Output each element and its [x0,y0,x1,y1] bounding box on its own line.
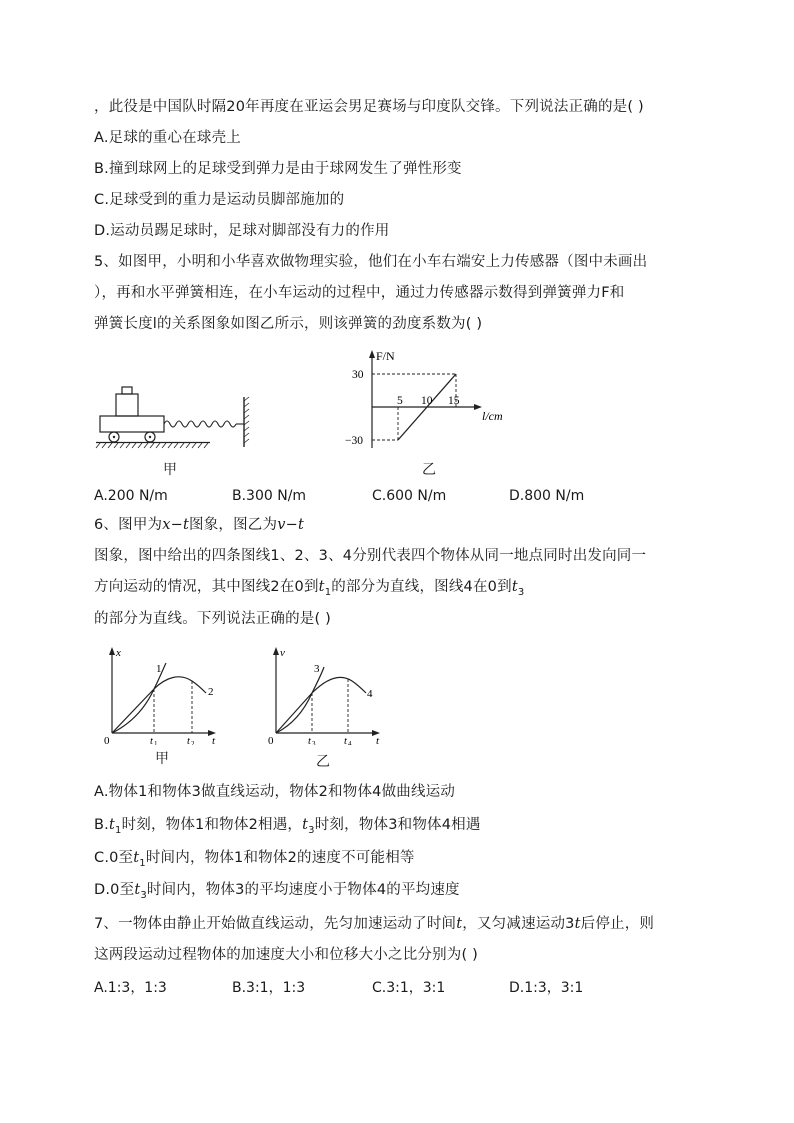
q5-stem-line1: 5、如图甲，小明和小华喜欢做物理实验，他们在小车右端安上力传感器（图中未画出 [94,254,648,270]
cart-spring-figure [94,385,254,455]
curve-1-label: 1 [156,663,162,675]
v-t-graph [262,645,392,745]
q7-option-d: D.1:3，3:1 [509,980,584,996]
svg-text:t: t [212,735,216,745]
svg-text:0: 0 [268,735,274,745]
q6-option-a: A.物体1和物体3做直线运动，物体2和物体4做曲线运动 [94,784,456,800]
q7-option-a: A.1:3，1:3 [94,980,167,996]
q5-figure-jia-caption: 甲 [163,462,177,478]
q5-option-b: B.300 N/m [232,488,307,504]
q4-option-a: A.足球的重心在球壳上 [94,130,241,146]
force-length-graph [340,348,520,456]
svg-text:t: t [376,735,380,745]
x-tick-10: 10 [421,395,433,407]
q6-stem-line2: 图象，图中给出的四条图线1、2、3、4分别代表四个物体从同一地点同时出发向同一 [94,548,647,564]
svg-text:3: 3 [312,740,316,745]
q4-stem: ，此役是中国队时隔20年再度在亚运会男足赛场与印度队交锋。下列说法正确的是( ) [94,99,644,115]
q4-option-b: B.撞到球网上的足球受到弹力是由于球网发生了弹性形变 [94,161,462,177]
q6-stem-line3: 方向运动的情况，其中图线2在0到$t_1$的部分为直线，图线4在0到$t_3$ [94,579,525,598]
q5-option-c: C.600 N/m [372,488,447,504]
svg-text:t: t [150,736,153,745]
q6-graph-jia-caption: 甲 [155,751,169,767]
y-axis-label: F/N [376,349,395,363]
q6-option-b: $B.t_1$时刻，物体1和物体2相遇，$t_3$时刻，物体3和物体4相遇 [94,817,481,836]
q4-option-c: C.足球受到的重力是运动员脚部施加的 [94,192,345,208]
y-tick-30: 30 [352,369,364,381]
q6-option-d: D.0至$t_3$时间内，物体3的平均速度小于物体4的平均速度 [94,882,460,901]
q5-figure-yi-caption: 乙 [422,462,436,478]
x-tick-5: 5 [397,395,403,407]
q5-option-d: D.800 N/m [509,488,585,504]
svg-text:2: 2 [191,740,195,745]
q4-option-d: D.运动员踢足球时，足球对脚部没有力的作用 [94,223,390,239]
curve-2-label: 2 [208,686,214,698]
q5-stem-line3: 弹簧长度l的关系图象如图乙所示，则该弹簧的劲度系数为( ) [94,316,483,332]
q6-option-c: C.0至$t_1$时间内，物体1和物体2的速度不可能相等 [94,850,415,869]
y-tick-neg30: −30 [345,435,363,447]
q7-option-b: B.3:1，1:3 [232,980,306,996]
svg-text:t: t [187,736,190,745]
svg-text:t: t [308,736,311,745]
svg-text:4: 4 [348,740,352,745]
q5-stem-line2: ），再和水平弹簧相连，在小车运动的过程中，通过力传感器示数得到弹簧弹力F和 [94,285,625,301]
svg-text:0: 0 [104,735,110,745]
q7-stem-line2: 这两段运动过程物体的加速度大小和位移大小之比分别为( ) [94,947,479,963]
svg-text:x: x [116,647,121,659]
curve-4-label: 4 [367,688,373,700]
y-axis-arrow [369,350,375,358]
q6-stem-line1: 6、图甲为x−t图象，图乙为v−t [94,517,304,533]
svg-text:t: t [344,736,347,745]
x-t-graph [98,645,228,745]
x-axis-label: l/cm [482,409,503,423]
q7-stem-line1: 7、一物体由静止开始做直线运动，先匀加速运动了时间t，又匀减速运动3t后停止，则 [94,916,655,932]
svg-text:v: v [280,647,285,659]
q6-graph-yi-caption: 乙 [316,754,330,770]
q5-option-a: A.200 N/m [94,488,168,504]
q7-option-c: C.3:1，3:1 [372,980,446,996]
svg-text:1: 1 [154,740,158,745]
x-axis-arrow [474,404,482,410]
curve-3-label: 3 [314,663,320,675]
x-tick-15: 15 [448,395,460,407]
curve-3 [276,667,324,733]
q6-stem-line4: 的部分为直线。下列说法正确的是( ) [94,611,332,627]
